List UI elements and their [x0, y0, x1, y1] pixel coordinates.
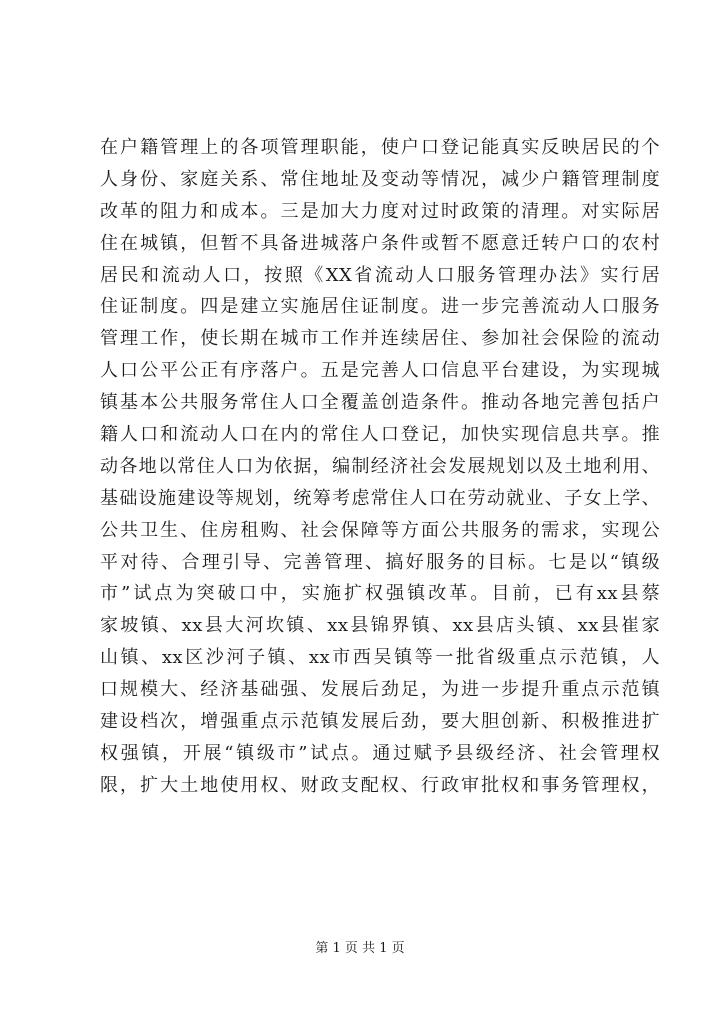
text-line: 人身份、家庭关系、常住地址及变动等情况，减少户籍管理制度 [100, 168, 660, 190]
text-line: 权强镇，开展“镇级市”试点。通过赋予县级经济、社会管理权 [100, 742, 660, 764]
text-line: 籍人口和流动人口在内的常住人口登记，加快实现信息共享。推 [100, 424, 660, 446]
text-line: 家坡镇、xx县大河坎镇、xx县锦界镇、xx县店头镇、xx县崔家 [100, 615, 660, 637]
text-line: 动各地以常住人口为依据，编制经济社会发展规划以及土地利用、 [100, 455, 660, 477]
text-line: 山镇、xx区沙河子镇、xx市西吴镇等一批省级重点示范镇，人 [100, 647, 660, 669]
text-line: 镇基本公共服务常住人口全覆盖创造条件。推动各地完善包括户 [100, 392, 660, 414]
text-line: 在户籍管理上的各项管理职能，使户口登记能真实反映居民的个 [100, 137, 660, 158]
page-footer [0, 940, 720, 958]
text-line: 居民和流动人口，按照《XX省流动人口服务管理办法》实行居 [100, 264, 660, 286]
text-line: 平对待、合理引导、完善管理、搞好服务的目标。七是以“镇级 [100, 551, 660, 573]
text-line: 管理工作，使长期在城市工作并连续居住、参加社会保险的流动 [100, 328, 660, 350]
text-line: 限，扩大土地使用权、财政支配权、行政审批权和事务管理权， [100, 774, 660, 796]
text-line: 公共卫生、住房租购、社会保障等方面公共服务的需求，实现公 [100, 519, 660, 541]
text-line: 住在城镇，但暂不具备进城落户条件或暂不愿意迁转户口的农村 [100, 232, 660, 254]
text-line: 基础设施建设等规划，统筹考虑常住人口在劳动就业、子女上学、 [100, 487, 660, 509]
text-line: 建设档次，增强重点示范镇发展后劲，要大胆创新、积极推进扩 [100, 711, 660, 733]
text-line: 市”试点为突破口中，实施扩权强镇改革。目前，已有xx县蔡 [100, 583, 660, 605]
body-text [100, 132, 660, 802]
text-line: 改革的阻力和成本。三是加大力度对过时政策的清理。对实际居 [100, 200, 660, 222]
text-line: 口规模大、经济基础强、发展后劲足，为进一步提升重点示范镇 [100, 679, 660, 701]
text-line: 住证制度。四是建立实施居住证制度。进一步完善流动人口服务 [100, 296, 660, 318]
page-number: 第 1 页 共 1 页 [315, 941, 405, 956]
text-line: 人口公平公正有序落户。五是完善人口信息平台建设，为实现城 [100, 360, 660, 382]
